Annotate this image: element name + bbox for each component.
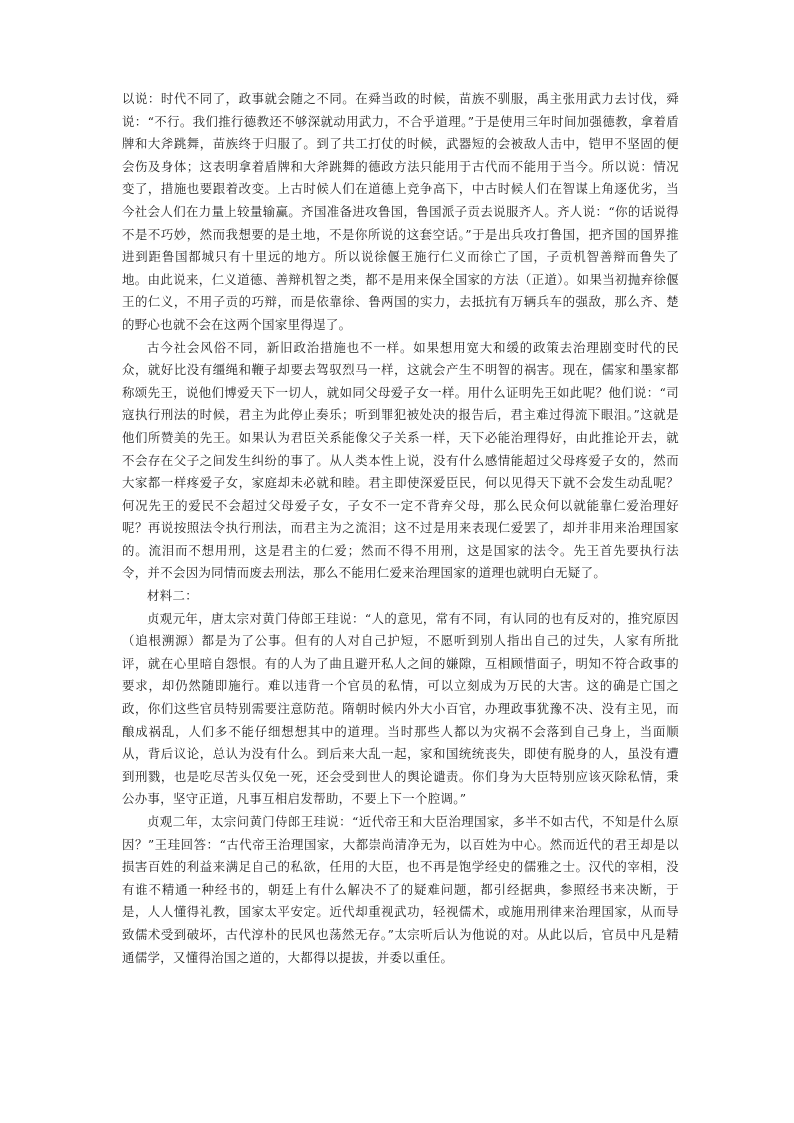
document-page bbox=[122, 88, 679, 969]
section-heading-material-2: 材料二： bbox=[147, 588, 198, 604]
paragraph-3: 贞观元年，唐太宗对黄门侍郎王珪说：“人的意见，常有不同，有认同的也有反对的，推究原因（追根溯源）都是为了公事。但有的人对自己护短，不愿听到别人指出自己的过失，人家有所批评，就在心里暗自怨恨。有的人为了曲且避开私人之间的嫌隙，互相顾惜面子，明知不符合政事的要求，却仍然随即施行。难以违背一个官员的私情，可以立刻成为万民的大害。这的确是亡国之政，你们这些官员特别需要注意防范。隋朝时候内外大小百官，办理政事犹豫不决、没有主见，而酿成祸乱，人们多不能仔细想想其中的道理。当时那些人都以为灾祸不会落到自己身上，当面顺从，背后议论，总认为没有什么。到后来大乱一起，家和国统统丧失，即使有脱身的人，虽没有遭到刑戮，也是吃尽苦头仅免一死，还会受到世人的舆论谴责。你们身为大臣特别应该灭除私情，秉公办事，坚守正道，凡事互相启发帮助，不要上下一个腔调。” bbox=[122, 610, 679, 807]
paragraph-4: 贞观二年，太宗问黄门侍郎王珪说：“近代帝王和大臣治理国家，多半不如古代，不知是什么原因？”王珪回答：“古代帝王治理国家，大都崇尚清净无为，以百姓为中心。然而近代的君王却是以损害百姓的利益来满足自己的私欲，任用的大臣，也不再是饱学经史的儒雅之士。汉代的宰相，没有谁不精通一种经书的，朝廷上有什么解决不了的疑难问题，都引经据典，参照经书来决断，于是，人人懂得礼教，国家太平安定。近代却重视武功，轻视儒术，或施用刑律来治理国家，从而导致儒术受到破坏，古代淳朴的民风也荡然无存。”太宗听后认为他说的对。从此以后，官员中凡是精通儒学，又懂得治国之道的，大都得以提拔，并委以重任。 bbox=[122, 814, 679, 965]
paragraph-2: 古今社会风俗不同，新旧政治措施也不一样。如果想用宽大和缓的政策去治理剧变时代的民众，就好比没有缰绳和鞭子却要去驾驭烈马一样，这就会产生不明智的祸害。现在，儒家和墨家都称颂先王，说他们博爱天下一切人，就如同父母爱子女一样。用什么证明先王如此呢？他们说：“司寇执行刑法的时候，君主为此停止奏乐；听到罪犯被处决的报告后，君主难过得流下眼泪。”这就是他们所赞美的先王。如果认为君臣关系能像父子关系一样，天下必能治理得好，由此推论开去，就不会存在父子之间发生纠纷的事了。从人类本性上说，没有什么感情能超过父母疼爱子女的，然而大家都一样疼爱子女，家庭却未必就和睦。君主即使深爱臣民，何以见得天下就不会发生动乱呢？何况先王的爱民不会超过父母爱子女，子女不一定不背弃父母，那么民众何以就能靠仁爱治理好呢？再说按照法令执行刑法，而君主为之流泪；这不过是用来表现仁爱罢了，却并非用来治理国家的。流泪而不想用刑，这是君主的仁爱；然而不得不用刑，这是国家的法令。先王首先要执行法令，并不会因为同情而废去刑法，那么不能用仁爱来治理国家的道理也就明白无疑了。 bbox=[122, 339, 679, 581]
paragraph-1: 以说：时代不同了，政事就会随之不同。在舜当政的时候，苗族不驯服，禹主张用武力去讨伐，舜说：“不行。我们推行德教还不够深就动用武力，不合乎道理。”于是使用三年时间加强德教，拿着盾牌和大斧跳舞，苗族终于归服了。到了共工打仗的时候，武器短的会被敌人击中，铠甲不坚固的便会伤及身体；这表明拿着盾牌和大斧跳舞的德政方法只能用于古代而不能用于当今。所以说：情况变了，措施也要跟着改变。上古时候人们在道德上竞争高下，中古时候人们在智谋上角逐优劣，当今社会人们在力量上较量输赢。齐国准备进攻鲁国，鲁国派子贡去说服齐人。齐人说：“你的话说得不是不巧妙，然而我想要的是土地，不是你所说的这套空话。”于是出兵攻打鲁国，把齐国的国界推进到距鲁国都城只有十里远的地方。所以说徐偃王施行仁义而徐亡了国，子贡机智善辩而鲁失了地。由此说来，仁义道德、善辩机智之类，都不是用来保全国家的方法（正道）。如果当初抛弃徐偃王的仁义，不用子贡的巧辩，而是依靠徐、鲁两国的实力，去抵抗有万辆兵车的强敌，那么齐、楚的野心也就不会在这两个国家里得逞了。 bbox=[122, 91, 679, 332]
